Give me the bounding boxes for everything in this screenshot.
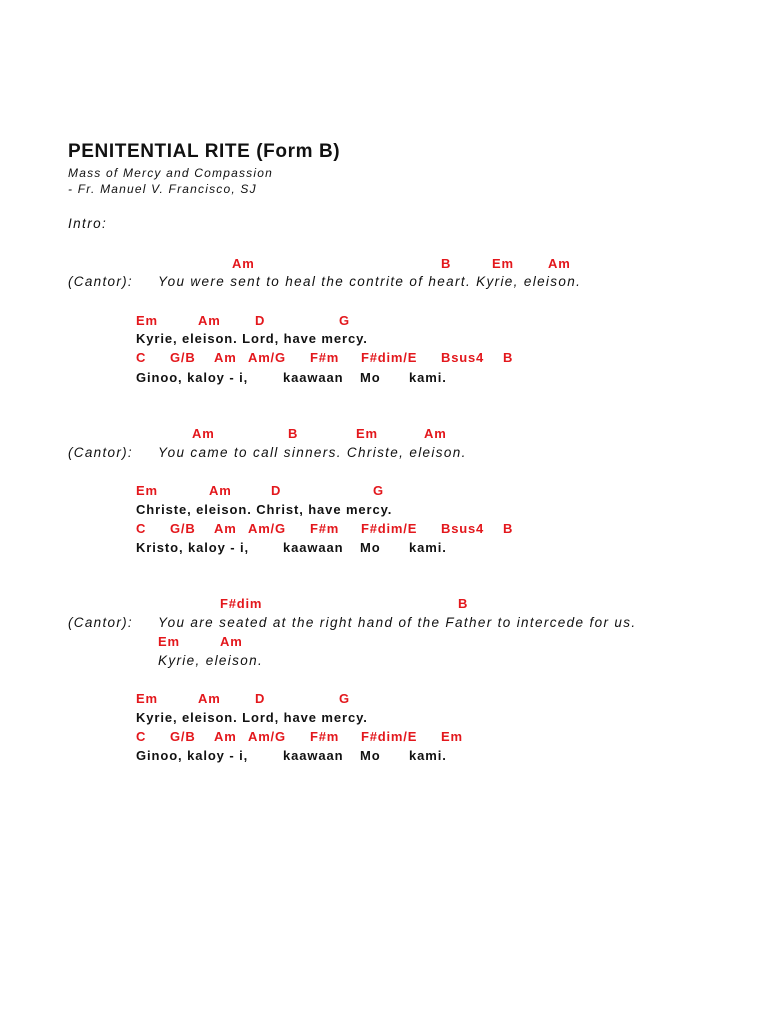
chord: D [255, 691, 266, 706]
chord: Am [220, 634, 243, 649]
chord: G [339, 691, 350, 706]
chord: B [458, 596, 469, 611]
chord: Em [492, 256, 514, 271]
chord: Am [424, 426, 447, 441]
response-word: Mo [360, 370, 381, 385]
response-word: kami. [409, 370, 447, 385]
chord: D [271, 483, 282, 498]
chord: Am [214, 729, 237, 744]
chord: Am/G [248, 729, 286, 744]
chord: G/B [170, 350, 196, 365]
cantor-line: You were sent to heal the contrite of heart. Kyrie, eleison. [158, 274, 582, 289]
chord: G/B [170, 729, 196, 744]
response-word: Mo [360, 540, 381, 555]
chord: B [288, 426, 299, 441]
page-title: PENITENTIAL RITE (Form B) [68, 141, 341, 162]
response-word: kaawaan [283, 748, 344, 763]
intro-label: Intro: [68, 216, 108, 231]
chord: Am [192, 426, 215, 441]
chord: Em [136, 313, 158, 328]
chord: Em [136, 483, 158, 498]
chord: Am [198, 691, 221, 706]
chord: F#dim/E [361, 350, 418, 365]
response-word: Mo [360, 748, 381, 763]
response-word: kami. [409, 540, 447, 555]
response-word: kaawaan [283, 370, 344, 385]
chord: F#dim/E [361, 521, 418, 536]
chord: Am [209, 483, 232, 498]
cantor-line: You are seated at the right hand of the Father to intercede for us. [158, 615, 637, 630]
chord: Am [214, 350, 237, 365]
cantor-label: (Cantor): [68, 615, 133, 630]
chord: B [503, 521, 514, 536]
response-word: Kristo, kaloy - i, [136, 540, 250, 555]
response-word: Ginoo, kaloy - i, [136, 370, 249, 385]
chord: C [136, 521, 147, 536]
chord: G [339, 313, 350, 328]
chord: Am [198, 313, 221, 328]
chord: C [136, 729, 147, 744]
response-line: Kyrie, eleison. Lord, have mercy. [136, 710, 368, 725]
response-line: Kyrie, eleison. Lord, have mercy. [136, 331, 368, 346]
chord: Am/G [248, 350, 286, 365]
chord: D [255, 313, 266, 328]
response-word: kaawaan [283, 540, 344, 555]
mass-name: Mass of Mercy and Compassion [68, 166, 273, 180]
chord: B [503, 350, 514, 365]
chord: Em [356, 426, 378, 441]
chord: Em [136, 691, 158, 706]
chord: Am [214, 521, 237, 536]
chord: C [136, 350, 147, 365]
chord: F#dim [220, 596, 263, 611]
response-word: Ginoo, kaloy - i, [136, 748, 249, 763]
cantor-line: You came to call sinners. Christe, eleison. [158, 445, 467, 460]
response-word: kami. [409, 748, 447, 763]
chord: F#m [310, 521, 340, 536]
cantor-label: (Cantor): [68, 445, 133, 460]
chord: Bsus4 [441, 350, 485, 365]
chord: Am [232, 256, 255, 271]
chord: G [373, 483, 384, 498]
chord: F#m [310, 729, 340, 744]
chord: F#dim/E [361, 729, 418, 744]
chord: Bsus4 [441, 521, 485, 536]
cantor-line: Kyrie, eleison. [158, 653, 264, 668]
chord: Am [548, 256, 571, 271]
chord: F#m [310, 350, 340, 365]
chord: Em [158, 634, 180, 649]
chord: Am/G [248, 521, 286, 536]
chord: G/B [170, 521, 196, 536]
chord: B [441, 256, 452, 271]
response-line: Christe, eleison. Christ, have mercy. [136, 502, 393, 517]
composer: - Fr. Manuel V. Francisco, SJ [68, 182, 257, 196]
cantor-label: (Cantor): [68, 274, 133, 289]
chord: Em [441, 729, 463, 744]
